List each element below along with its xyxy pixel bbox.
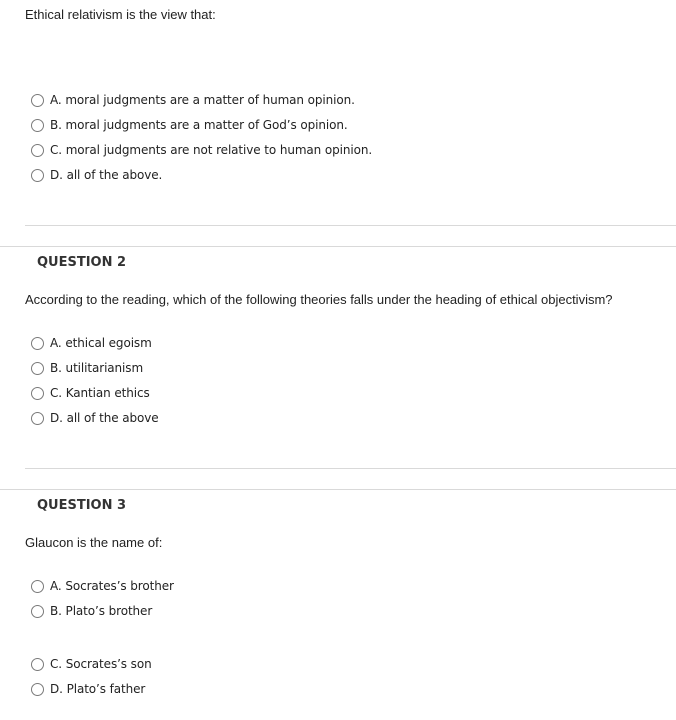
divider <box>25 225 676 226</box>
radio-button[interactable] <box>31 94 44 107</box>
q3-option-a[interactable] <box>31 578 174 594</box>
q3-option-b[interactable] <box>31 603 152 619</box>
q3-option-c-label[interactable]: C. Socrates’s son <box>50 657 152 671</box>
q2-option-d[interactable] <box>31 410 159 426</box>
q2-option-a[interactable] <box>31 335 152 351</box>
q2-option-c-label[interactable]: C. Kantian ethics <box>50 386 150 400</box>
section-divider <box>0 489 676 490</box>
q1-option-a-label[interactable]: A. moral judgments are a matter of human opinion. <box>50 93 355 107</box>
q2-option-d-label[interactable]: D. all of the above <box>50 411 159 425</box>
radio-button[interactable] <box>31 169 44 182</box>
question-1-text: Ethical relativism is the view that: <box>25 7 216 22</box>
q3-option-d-label[interactable]: D. Plato’s father <box>50 682 146 696</box>
q3-option-a-label[interactable]: A. Socrates’s brother <box>50 579 174 593</box>
question-2-title: QUESTION 2 <box>37 255 127 270</box>
radio-button[interactable] <box>31 412 44 425</box>
q1-option-c-label[interactable]: C. moral judgments are not relative to human opinion. <box>50 143 373 157</box>
radio-button[interactable] <box>31 119 44 132</box>
q1-option-b-label[interactable]: B. moral judgments are a matter of God’s opinion. <box>50 118 348 132</box>
radio-button[interactable] <box>31 144 44 157</box>
q1-option-d[interactable] <box>31 167 162 183</box>
q1-option-d-label[interactable]: D. all of the above. <box>50 168 163 182</box>
radio-button[interactable] <box>31 580 44 593</box>
question-3-title: QUESTION 3 <box>37 498 127 513</box>
radio-button[interactable] <box>31 337 44 350</box>
question-3-text: Glaucon is the name of: <box>25 535 163 550</box>
q2-option-b-label[interactable]: B. utilitarianism <box>50 361 144 375</box>
q3-option-d[interactable] <box>31 681 145 697</box>
q1-option-b[interactable] <box>31 117 348 133</box>
q3-option-b-label[interactable]: B. Plato’s brother <box>50 604 153 618</box>
radio-button[interactable] <box>31 362 44 375</box>
radio-button[interactable] <box>31 683 44 696</box>
radio-button[interactable] <box>31 387 44 400</box>
q2-option-b[interactable] <box>31 360 143 376</box>
question-2-text: According to the reading, which of the following theories falls under the heading of ethical objectivism? <box>25 292 613 307</box>
q2-option-a-label[interactable]: A. ethical egoism <box>50 336 152 350</box>
divider <box>25 468 676 469</box>
q1-option-a[interactable] <box>31 92 355 108</box>
section-divider <box>0 246 676 247</box>
q2-option-c[interactable] <box>31 385 150 401</box>
radio-button[interactable] <box>31 605 44 618</box>
radio-button[interactable] <box>31 658 44 671</box>
q1-option-c[interactable] <box>31 142 372 158</box>
q3-option-c[interactable] <box>31 656 152 672</box>
